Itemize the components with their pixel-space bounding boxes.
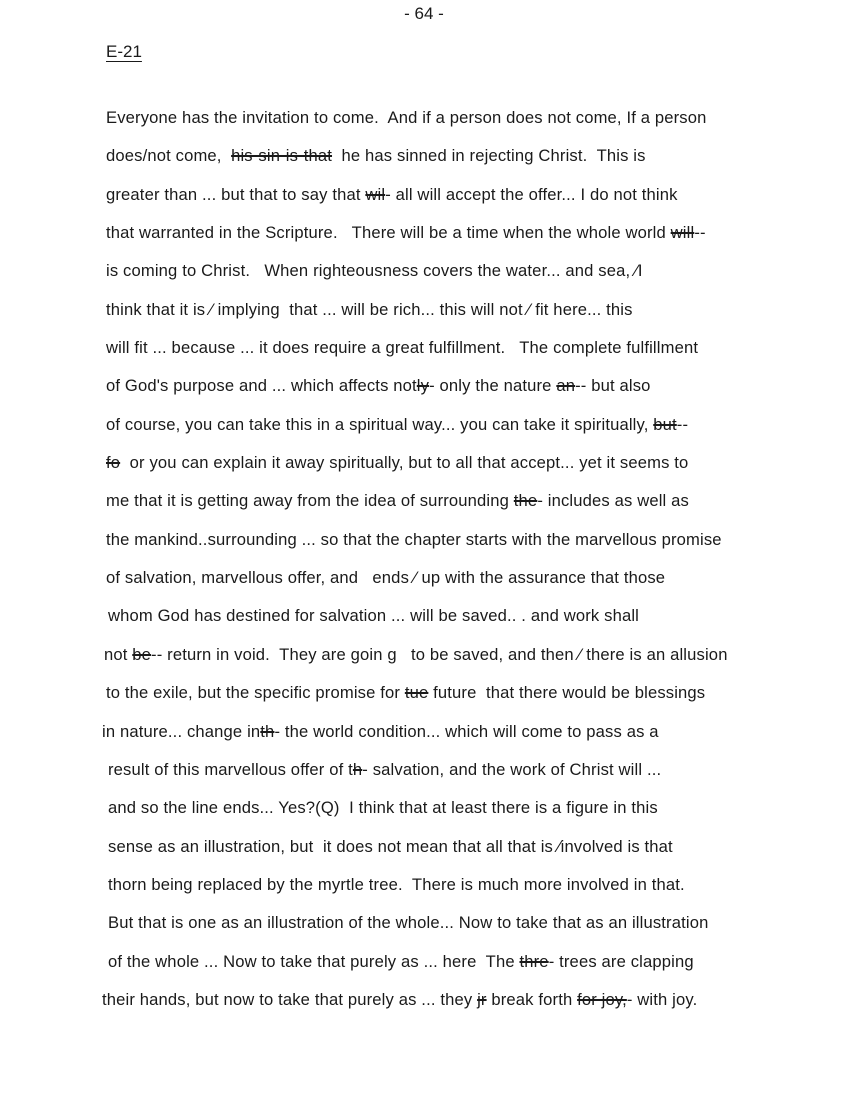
text-segment: of the whole ... Now to take that purely as ... here The: [108, 951, 520, 971]
text-segment: the mankind..surrounding ... so that the chapter starts with the marvellous promise: [106, 529, 722, 549]
text-segment: break forth: [486, 989, 578, 1009]
text-segment: - only the nature: [429, 376, 557, 396]
text-line: [106, 374, 836, 412]
text-segment: think that it is ⁄ implying that ... will be rich... this will not ⁄ fit here... this: [106, 299, 633, 319]
text-segment: to the exile, but the specific promise for: [106, 683, 405, 703]
struck-text: fo: [106, 453, 121, 473]
text-line: [108, 758, 836, 796]
text-segment: and so the line ends... Yes?(Q) I think that at least there is a figure in this: [108, 798, 658, 818]
text-line: [108, 873, 836, 911]
page-number: - 64 -: [404, 4, 444, 23]
text-line: [106, 566, 836, 604]
struck-text: the: [513, 491, 538, 511]
text-line: [102, 988, 836, 1026]
text-segment: - salvation, and the work of Christ will ...: [362, 759, 662, 779]
text-line: [106, 489, 836, 527]
struck-text: ly: [416, 376, 430, 396]
text-segment: --: [676, 414, 689, 434]
text-line: [106, 259, 836, 297]
text-line: [102, 720, 836, 758]
text-segment: he has sinned in rejecting Christ. This is: [332, 146, 646, 166]
text-segment: whom God has destined for salvation ... will be saved.. . and work shall: [108, 606, 639, 626]
text-line: [106, 681, 836, 719]
text-segment: But that is one as an illustration of the whole... Now to take that as an illustration: [108, 913, 709, 933]
text-segment: Everyone has the invitation to come. And if a person does not come, If a person: [106, 108, 707, 127]
text-segment: -- return in void. They are goin g to be saved, and then ⁄ there is an allusion: [151, 644, 728, 664]
transcript-body: [102, 106, 836, 1026]
struck-text: will: [670, 223, 695, 243]
struck-text: thre: [519, 951, 549, 971]
text-segment: of God's purpose and ... which affects not: [106, 376, 417, 396]
struck-text: tue: [404, 683, 429, 703]
text-segment: greater than ... but that to say that: [106, 184, 366, 204]
text-segment: does/not come,: [106, 146, 232, 166]
struck-text: his-sin-is-that: [231, 146, 333, 166]
struck-text: but: [653, 414, 677, 434]
text-segment: not: [104, 644, 133, 664]
text-segment: result of this marvellous offer of t: [108, 759, 353, 779]
text-line: [108, 911, 836, 949]
text-line: [108, 796, 836, 834]
text-segment: - includes as well as: [537, 491, 689, 511]
struck-text: be: [132, 644, 152, 664]
text-segment: - all will accept the offer... I do not think: [385, 184, 678, 204]
struck-text: an: [556, 376, 576, 396]
text-segment: - trees are clapping: [548, 951, 694, 971]
text-segment: of salvation, marvellous offer, and ends ⁄ up with the assurance that those: [106, 568, 666, 588]
text-line: [106, 144, 836, 182]
struck-text: jr: [477, 989, 487, 1009]
text-segment: of course, you can take this in a spiritual way... you can take it spiritually,: [106, 414, 654, 434]
text-segment: me that it is getting away from the idea of surrounding: [106, 491, 514, 511]
text-segment: in nature... change in: [102, 721, 261, 741]
struck-text: for joy,: [577, 989, 627, 1009]
text-line: [108, 835, 836, 873]
text-segment: future that there would be blessings: [428, 683, 706, 703]
text-segment: is coming to Christ. When righteousness covers the water... and sea, ⁄I: [106, 261, 643, 281]
text-segment: thorn being replaced by the myrtle tree. There is much more involved in that.: [108, 874, 685, 894]
text-line: [108, 950, 836, 988]
struck-text: wil: [365, 184, 386, 204]
struck-text: th: [260, 721, 275, 741]
text-line: [106, 528, 836, 566]
text-line: [106, 221, 836, 259]
text-segment: that warranted in the Scripture. There will be a time when the whole world: [106, 223, 671, 243]
text-segment: sense as an illustration, but it does not mean that all that is ⁄involved is that: [108, 836, 673, 856]
text-segment: -- but also: [575, 376, 651, 396]
text-line: [104, 643, 836, 681]
text-segment: - the world condition... which will come to pass as a: [274, 721, 659, 741]
text-segment: will fit ... because ... it does require a great fulfillment. The complete fulfillment: [106, 338, 699, 358]
text-segment: - with joy.: [626, 989, 698, 1009]
text-line: [106, 413, 836, 451]
text-line: [106, 298, 836, 336]
section-code: E-21: [106, 42, 142, 61]
text-line: [108, 604, 836, 642]
text-line: [106, 336, 836, 374]
text-segment: --: [694, 223, 706, 243]
text-line: [106, 183, 836, 221]
text-segment: or you can explain it away spiritually, but to all that accept... yet it seems to: [120, 453, 689, 473]
struck-text: h: [352, 759, 363, 779]
text-segment: their hands, but now to take that purely as ... they: [102, 989, 478, 1009]
text-line: [106, 451, 836, 489]
text-line: [106, 106, 836, 144]
